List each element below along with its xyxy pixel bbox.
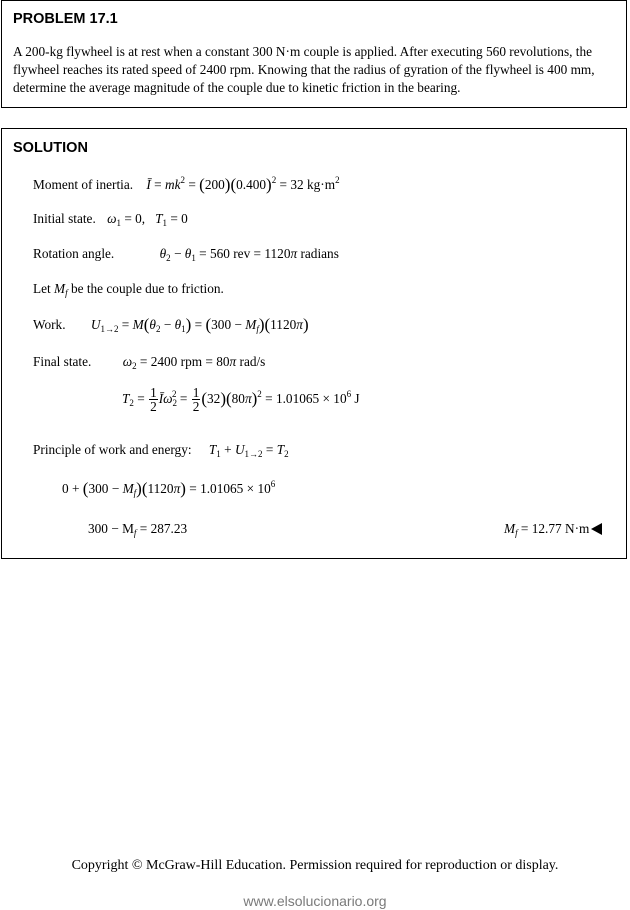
problem-heading: PROBLEM 17.1: [13, 11, 118, 27]
solution-heading: SOLUTION: [13, 140, 88, 156]
rotation-label: Rotation angle.: [33, 246, 115, 261]
moment-equation: Ī = $mk^2 = (200)(0.400)^2 = 32$ $kg\cdot m^2$: [146, 175, 340, 194]
copyright-notice: Copyright © McGraw-Hill Education. Permission required for reproduction or display.: [71, 858, 559, 873]
initial-equation: $\omega_1 = 0$, $T_1 = 0$: [107, 211, 188, 228]
moment-of-inertia-line: [33, 175, 340, 195]
work-label: Work.: [33, 317, 66, 332]
let-mf-line: Let $M_f$ be the couple due to friction.: [33, 281, 224, 298]
rotation-angle-line: [33, 246, 339, 262]
principle-equation: $T_1 + U_{1\to 2} = T_2$: [208, 442, 289, 459]
final-omega-equation: $\omega_2 = 2400$ rpm = 80π rad/s: [122, 354, 266, 371]
let-text-b: be the couple due to friction.: [67, 281, 224, 296]
initial-state-line: [33, 211, 188, 227]
final-state-line: [33, 354, 265, 370]
watermark-link[interactable]: www.elsolucionario.org: [243, 893, 387, 909]
final-label: Final state.: [33, 354, 92, 369]
moment-label: Moment of inertia.: [33, 177, 134, 192]
principle-line: [33, 442, 289, 458]
kinetic-energy-equation: $T_2$ = $\frac{1}{2}$ $Ī\omega_2^2$ = $\frac{1}{2}$ $(32)(80\pi)^2 = 1.01065 \times 10^6$ J: [122, 385, 360, 414]
mf-result-equation: $300 - M_f = 287.23$: [88, 521, 188, 538]
kinetic-energy-line: [122, 386, 360, 413]
work-line: [33, 315, 309, 335]
problem-statement: A 200-kg flywheel is at rest when a constant 300 N·m couple is applied. After executing 560 revolutions, the flywheel reaches its rated speed of 2400 rpm. Knowing that the radius of gyration of the flywheel is 400 mm, determine the average magnitude of the couple due to kinetic friction in the bearing.: [13, 44, 595, 95]
principle-label: Principle of work and energy:: [33, 442, 192, 457]
initial-label: Initial state.: [33, 211, 96, 226]
final-answer-value: = 12.77 N·m: [520, 521, 590, 536]
work-equation: $U_{1\to 2} = M(\theta_2 - \theta_1) = (300 - M_f)(1120\pi)$: [90, 315, 309, 334]
solution-box: [1, 128, 627, 559]
rotation-equation: $\theta_2 - \theta_1 = 560$ rev = 1120π radians: [159, 246, 339, 263]
mf-result-line: [88, 521, 187, 537]
final-answer: $M_f = 12.77$ N·m: [504, 521, 602, 537]
substitution-equation: $0 + (300 - M_f)(1120\pi) = 1.01065 \times 10^6$: [62, 479, 276, 498]
problem-box: [1, 0, 627, 108]
substitution-line: [62, 479, 275, 499]
let-text-a: Let: [33, 281, 55, 296]
answer-marker-icon: [591, 523, 602, 535]
